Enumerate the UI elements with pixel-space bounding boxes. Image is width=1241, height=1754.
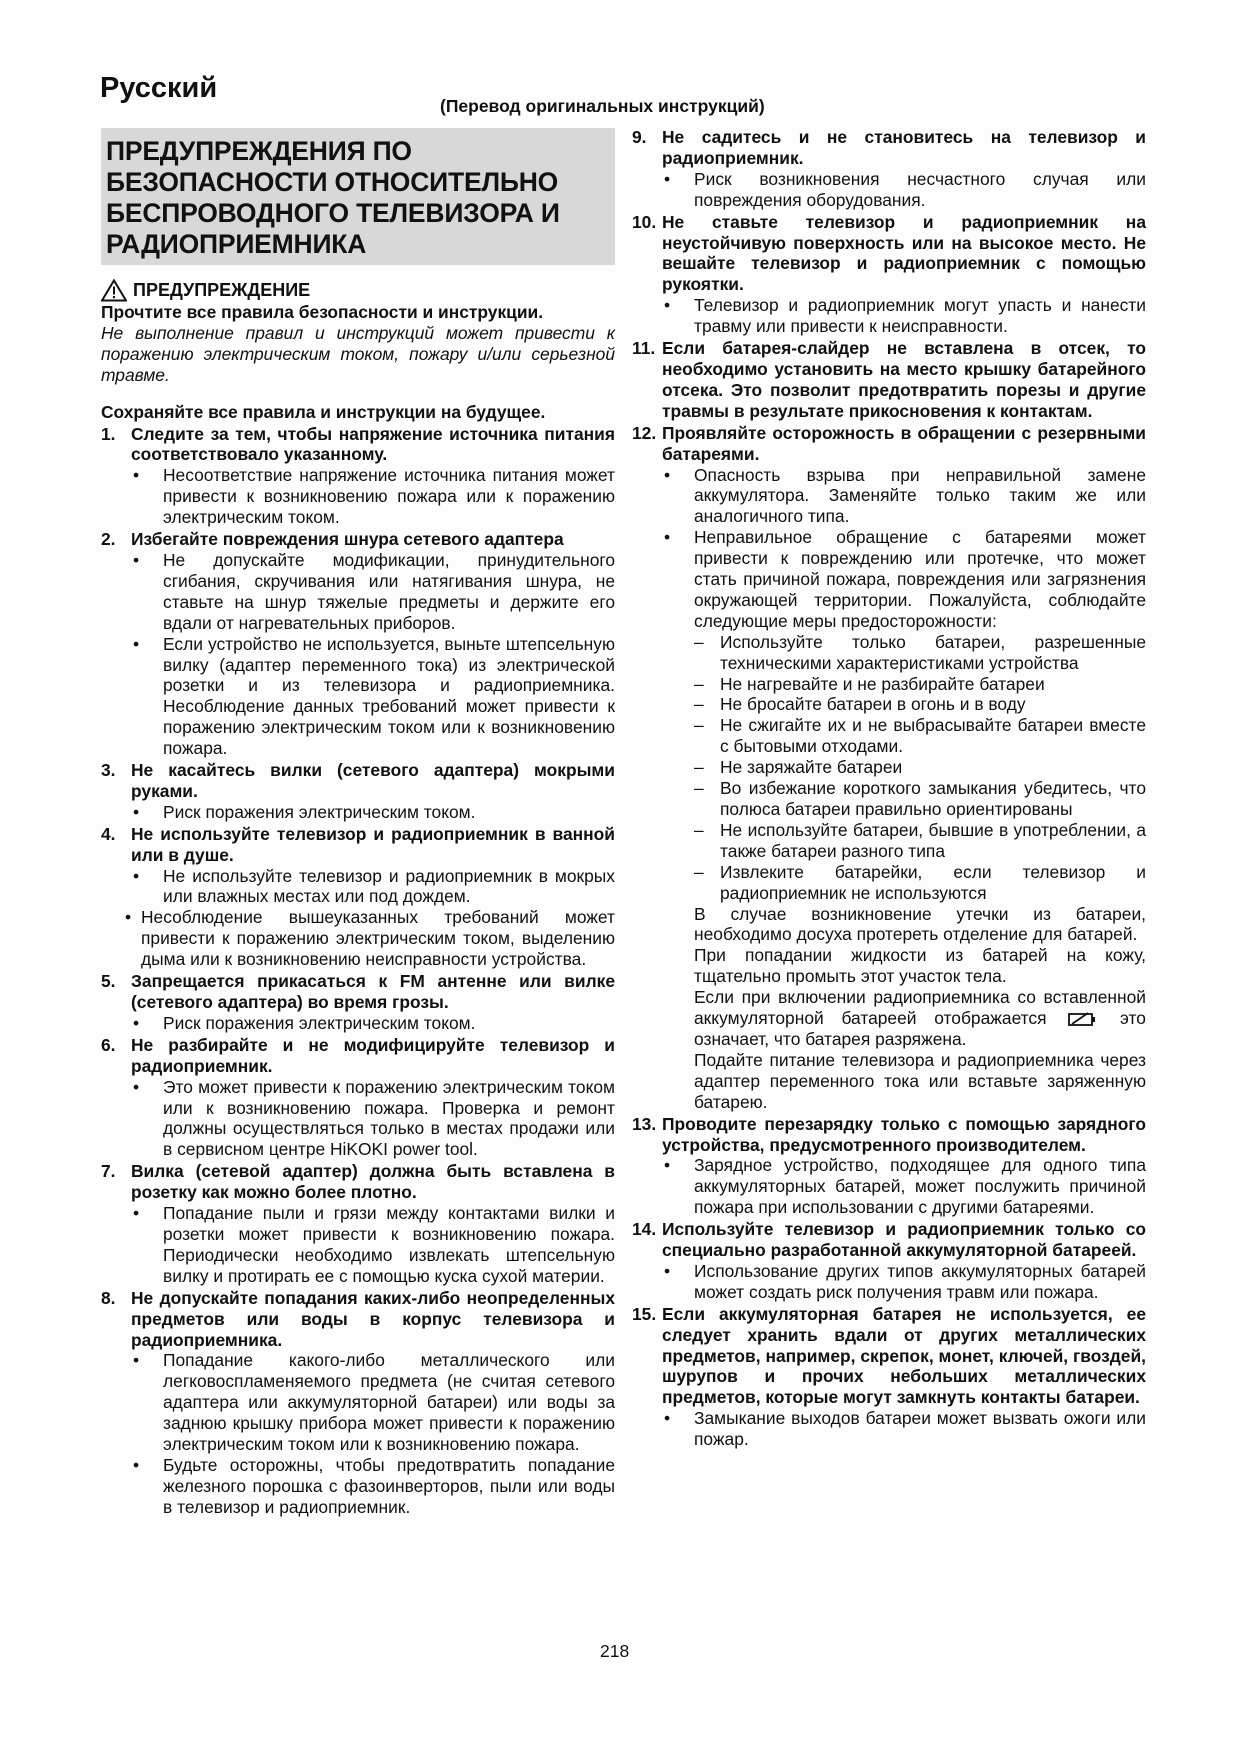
leak-note: В случае возникновение утечки из батареи, необходимо досуха протереть отделение для батарей. [694, 903, 1146, 945]
item-title: Не ставьте телевизор и радиоприемник на неустойчивую поверхность или на высокое место. Не вешайте телевизор и радиоприемник с помощью рукоятки. [662, 211, 1146, 295]
bullet-text: Риск поражения электрическим током. [163, 1012, 476, 1033]
safety-item [101, 1288, 615, 1351]
bullet-mark: • [664, 1155, 671, 1176]
item-number: 9. [632, 127, 647, 147]
dash-item [632, 674, 1146, 695]
item-number: 7. [101, 1161, 116, 1182]
bullet-mark: • [133, 865, 140, 886]
item-number: 14. [632, 1219, 657, 1240]
item-title: Запрещается прикасаться к FM антенне или вилке (сетевого адаптера) во время грозы. [131, 971, 615, 1012]
bullet-mark: • [133, 1350, 140, 1371]
precaution-dash-list [632, 632, 1146, 904]
bullet-list [101, 465, 615, 528]
bullet-text: Не допускайте модификации, принудительного сгибания, скручивания или натягивания шнура, не ставьте на шнур тяжелые предметы и держите его вдали от нагревательных приборов. [163, 549, 615, 633]
item-number: 5. [101, 971, 116, 992]
safety-item [101, 1161, 615, 1203]
bullet-mark: • [133, 801, 140, 822]
item-title: Если батарея-слайдер не вставлена в отсек, то необходимо установить на место крышку батарейного отсека. Это позволит предотвратить порезы и другие травмы в результате прикосновения к контактам. [662, 338, 1146, 421]
save-instructions-note: Сохраняйте все правила и инструкции на будущее. [101, 401, 546, 422]
bullet-item [101, 1455, 615, 1518]
safety-item [632, 338, 1146, 422]
dash-item [632, 820, 1146, 862]
safety-item [101, 824, 615, 866]
right-column [632, 126, 1146, 1450]
warning-triangle-icon [101, 279, 127, 302]
dash-item [632, 632, 1146, 674]
bullet-item [101, 465, 615, 528]
bullet-list [632, 1155, 1146, 1218]
dash-mark: – [694, 757, 704, 778]
bullet-mark: • [133, 465, 140, 486]
bullet-item [632, 465, 1146, 528]
bullet-item [101, 1077, 615, 1161]
section-title-line: БЕЗОПАСНОСТИ ОТНОСИТЕЛЬНО [106, 167, 559, 197]
bullet-mark: • [133, 1012, 140, 1033]
bullet-text: Зарядное устройство, подходящее для одного типа аккумуляторных батарей, может послужить причиной пожара при использовании с другими батареями. [694, 1155, 1146, 1218]
bullet-list [632, 169, 1146, 211]
dash-item [632, 862, 1146, 904]
dash-item [632, 757, 1146, 778]
bullet-mark: • [664, 168, 671, 189]
item-title: Не садитесь и не становитесь на телевизор и радиоприемник. [662, 127, 1146, 168]
item-number: 3. [101, 760, 116, 781]
translation-subtitle: (Перевод оригинальных инструкций) [440, 96, 765, 116]
bullet-item [632, 295, 1146, 337]
bullet-item [101, 866, 615, 908]
bullet-list [632, 295, 1146, 337]
bullet-mark: • [133, 633, 140, 654]
item-number: 4. [101, 823, 116, 844]
bullet-list [101, 1350, 615, 1517]
bullet-list [632, 1408, 1146, 1450]
safety-item [632, 1114, 1146, 1156]
bullet-list [101, 550, 615, 759]
item-title: Вилка (сетевой адаптер) должна быть вставлена в розетку как можно более плотно. [131, 1161, 615, 1203]
skin-contact-note: При попадании жидкости из батарей на кожу, тщательно промыть этот участок тела. [694, 945, 1146, 987]
warning-heading [101, 279, 615, 302]
low-battery-icon [1068, 1012, 1098, 1026]
item-number: 1. [101, 423, 116, 444]
bullet-item [101, 1203, 615, 1287]
bullet-list [632, 465, 1146, 632]
page-number: 218 [600, 1641, 630, 1661]
bullet-text: Несоблюдение вышеуказанных требований может привести к поражению электрическим током, выделению дыма или к возникновению неисправности устройства. [141, 907, 615, 970]
section-title-line: ПРЕДУПРЕЖДЕНИЯ ПО [106, 136, 412, 166]
bullet-list [101, 866, 615, 971]
item-title: Не допускайте попадания каких-либо неопределенных предметов или воды в корпус телевизора и радиоприемника. [131, 1287, 615, 1350]
bullet-mark: • [133, 549, 140, 570]
item-number: 8. [101, 1287, 116, 1308]
bullet-list [101, 1013, 615, 1034]
bullet-list [101, 1077, 615, 1161]
item-title: Избегайте повреждения шнура сетевого адаптера [131, 529, 564, 550]
bullet-text: Замыкание выходов батареи может вызвать ожоги или пожар. [694, 1408, 1146, 1450]
safety-item [101, 760, 615, 802]
safety-item [632, 127, 1146, 169]
italic-warning-note: Не выполнение правил и инструкций может привести к поражению электрическим током, пожару и/или серьезной травме. [101, 322, 615, 385]
bullet-text: Попадание пыли и грязи между контактами вилки и розетки может привести к возникновению пожара. Периодически необходимо извлекать штепсельную вилку и протирать ее с помощью куска сухой материи. [163, 1203, 615, 1286]
bullet-text: Не используйте телевизор и радиоприемник в мокрых или влажных местах или под дождем. [163, 865, 615, 907]
dash-item [632, 715, 1146, 757]
bullet-text: Использование других типов аккумуляторных батарей может создать риск получения травм или пожара. [694, 1260, 1146, 1302]
safety-item [632, 1219, 1146, 1261]
dash-text: Не нагревайте и не разбирайте батареи [720, 673, 1045, 694]
safety-item [632, 423, 1146, 465]
item-title: Следите за тем, чтобы напряжение источника питания соответствовало указанному. [131, 423, 615, 465]
bullet-item [101, 634, 615, 759]
section-title-banner [101, 128, 615, 265]
item-number: 12. [632, 422, 657, 443]
dash-text: Не бросайте батареи в огонь и в воду [720, 694, 1026, 715]
bullet-mark: • [133, 1076, 140, 1097]
dash-item [632, 694, 1146, 715]
bullet-text: Риск поражения электрическим током. [163, 801, 476, 822]
dash-item [632, 778, 1146, 820]
item-title: Не касайтесь вилки (сетевого адаптера) мокрыми руками. [131, 760, 615, 801]
item-number: 13. [632, 1113, 657, 1134]
dash-mark: – [694, 819, 704, 840]
item-number: 10. [632, 211, 657, 232]
bullet-list [632, 1261, 1146, 1303]
bullet-list [101, 1203, 615, 1287]
dash-text: Используйте только батареи, разрешенные техническими характеристиками устройства [720, 631, 1146, 673]
section-title-line: РАДИОПРИЕМНИКА [106, 229, 367, 259]
bullet-text: Несоответствие напряжение источника питания может привести к возникновению пожара или к поражению электрическим током. [163, 465, 615, 528]
bullet-item [101, 802, 615, 823]
bullet-item [632, 1408, 1146, 1450]
item-title: Проявляйте осторожность в обращении с резервными батареями. [662, 422, 1146, 464]
item-title: Не используйте телевизор и радиоприемник в ванной или в душе. [131, 823, 615, 865]
bullet-mark: • [664, 1408, 671, 1429]
low-battery-note-start: Если при включении радиоприемника со вставленной аккумуляторной батареей отображается [694, 987, 1146, 1029]
bullet-item [632, 1261, 1146, 1303]
bullet-mark: • [664, 464, 671, 485]
item-title: Если аккумуляторная батарея не используется, ее следует хранить вдали от других металлических предметов, например, скрепок, монет, ключей, гвоздей, шурупов и прочих небольших металлических предметов, которые могут замкнуть контакты батареи. [662, 1303, 1146, 1408]
item-title: Проводите перезарядку только с помощью зарядного устройства, предусмотренного производителем. [662, 1113, 1146, 1155]
bullet-text: Опасность взрыва при неправильной замене аккумулятора. Заменяйте только таким же или аналогичного типа. [694, 464, 1146, 527]
dash-mark: – [694, 861, 704, 882]
bullet-item [632, 527, 1146, 632]
left-column [101, 128, 615, 1518]
bullet-mark: • [664, 527, 671, 548]
dash-mark: – [694, 715, 704, 736]
safety-item [101, 1035, 615, 1077]
dash-text: Во избежание короткого замыкания убедитесь, что полюса батареи правильно ориентированы [720, 778, 1146, 819]
dash-text: Не сжигайте их и не выбрасывайте батареи вместе с бытовыми отходами. [720, 715, 1146, 757]
safety-item [101, 529, 615, 550]
bullet-text: Это может привести к поражению электрическим током или к возникновению пожара. Проверка и ремонт должны осуществляться только в местах продажи или в сервисном центре HiKOKI power tool. [163, 1076, 615, 1160]
bullet-mark: • [133, 1203, 140, 1224]
safety-item [101, 971, 615, 1013]
section-title-line: БЕСПРОВОДНОГО ТЕЛЕВИЗОРА И [106, 198, 560, 228]
bullet-text: Будьте осторожны, чтобы предотвратить попадание железного порошка с фазоинверторов, пыли или воды в телевизор и радиоприемник. [163, 1454, 615, 1517]
safety-item [632, 212, 1146, 296]
bullet-item [101, 1350, 615, 1455]
bullet-text: Если устройство не используется, выньте штепсельную вилку (адаптер переменного тока) из электрической розетки и из телевизора и радиоприемника. Несоблюдение данных требований может привести к поражению электрическим током или к возникновению пожара. [163, 633, 615, 759]
item-number: 6. [101, 1034, 116, 1055]
bullet-text: Телевизор и радиоприемник могут упасть и нанести травму или привести к неисправности. [694, 295, 1146, 337]
bullet-text: Риск возникновения несчастного случая или повреждения оборудования. [694, 168, 1146, 210]
bullet-list [101, 802, 615, 823]
bullet-item [101, 550, 615, 634]
bullet-text: Неправильное обращение с батареями может привести к повреждению или протечке, что может стать причиной пожара, повреждения или загрязнения окружающей территории. Пожалуйста, соблюдайте следующие меры предосторожности: [694, 527, 1146, 631]
low-battery-note [632, 987, 1146, 1050]
safety-item [101, 424, 615, 466]
item-title: Не разбирайте и не модифицируйте телевизор и радиоприемник. [131, 1034, 615, 1076]
bullet-item [101, 1013, 615, 1034]
bullet-mark: • [133, 1454, 140, 1475]
language-heading: Русский [100, 72, 218, 104]
dash-text: Не заряжайте батареи [720, 757, 903, 778]
item-number: 11. [632, 338, 656, 359]
item-number: 15. [632, 1303, 657, 1324]
safety-item [632, 1304, 1146, 1409]
warning-heading-text: ПРЕДУПРЕЖДЕНИЕ [133, 280, 311, 301]
bullet-mark: • [664, 295, 671, 316]
bullet-text: Попадание какого-либо металлического или легковоспламеняемого предмета (не считая сетевого адаптера или аккумуляторной батареи) или воды за заднюю крышку прибора может привести к поражению электрическим током или к возникновению пожара. [163, 1350, 615, 1455]
dash-mark: – [694, 778, 704, 799]
low-battery-note-end: это означает, что батарея разряжена. [694, 1008, 1146, 1049]
bullet-item [101, 907, 615, 970]
read-all-note: Прочтите все правила безопасности и инструкции. [101, 302, 544, 322]
item-number: 2. [101, 529, 116, 550]
dash-mark: – [694, 673, 704, 694]
adapter-note: Подайте питание телевизора и радиоприемника через адаптер переменного тока или вставьте заряженную батарею. [694, 1049, 1146, 1112]
bullet-mark: • [664, 1260, 671, 1281]
bullet-item [632, 1155, 1146, 1218]
dash-mark: – [694, 694, 704, 715]
bullet-item [632, 169, 1146, 211]
dash-text: Извлеките батарейки, если телевизор и радиоприемник не используются [720, 861, 1146, 903]
item-title: Используйте телевизор и радиоприемник только со специально разработанной аккумуляторной батареей. [662, 1219, 1146, 1261]
dash-text: Не используйте батареи, бывшие в употреблении, а также батареи разного типа [720, 819, 1146, 861]
bullet-mark: • [125, 907, 132, 928]
dash-mark: – [694, 631, 704, 652]
